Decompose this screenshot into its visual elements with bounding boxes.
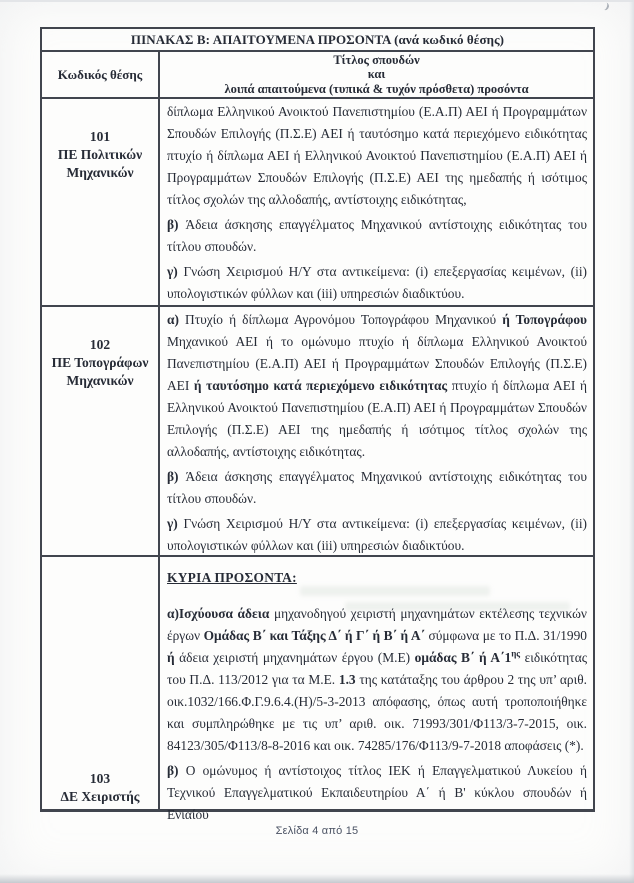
text-run: Πτυχίο ή δίπλωμα Αγρονόμου Τοπογράφου Μηχανικού xyxy=(185,312,503,327)
header-qualifications-line2: και xyxy=(367,67,386,82)
text-run: γ) xyxy=(167,264,184,279)
requirements-cell xyxy=(160,99,593,305)
requirement-paragraph xyxy=(167,760,587,826)
text-run: ή ταυτόσημο κατά περιεχόμενο ειδικότητας xyxy=(193,378,452,393)
requirements-cell xyxy=(160,307,593,555)
text-run: ομάδας Β΄ ή Α΄1 xyxy=(414,650,512,665)
text-run: δίπλωμα Ελληνικού Ανοικτού Πανεπιστημίου (Ε.Α.Π) ΑΕΙ ή Προγραμμάτων Σπουδών Επιλογής (Π.Σ.Ε) ΑΕΙ ή ταυτόσημο κατά περιεχόμενο ειδικότητας πτυχίο ή δίπλωμα ΑΕΙ ή Ελληνικού Ανοικτού Πανεπιστημίου (Ε.Α.Π) ΑΕΙ ή Προγραμμάτων Σπουδών Επιλογής (Π.Σ.Ε) ΑΕΙ της ημεδαπής ή ισότιμος τίτλος σχολών της αλλοδαπής, αντίστοιχης ειδικότητας, xyxy=(167,104,587,207)
qualifications-table xyxy=(40,27,595,822)
text-run: β) xyxy=(167,469,186,484)
text-run: α)Ισχύουσα άδεια xyxy=(167,606,274,621)
text-run: μηχανοδηγού χειριστή μηχανημάτων εκτέλεσης τεχνικών έργων xyxy=(167,606,587,643)
text-run: Γνώση Χειρισμού Η/Υ στα αντικείμενα: (i) επεξεργασίας κειμένων, (ii) υπολογιστικών φύλλων και (iii) υπηρεσιών διαδικτύου. xyxy=(167,264,587,301)
text-run: Άδεια άσκησης επαγγέλματος Μηχανικού αντίστοιχης ειδικότητας του τίτλου σπουδών. xyxy=(167,217,587,254)
position-code: 103 xyxy=(89,771,111,786)
requirement-paragraph xyxy=(167,466,587,510)
table-row-101 xyxy=(42,99,593,307)
text-run: β) xyxy=(167,217,186,232)
scan-edge-right xyxy=(629,0,634,883)
page-number-footer: Σελίδα 4 από 15 xyxy=(275,825,359,837)
text-run: Ο ομώνυμος ή αντίστοιχος τίτλος ΙΕΚ ή Επαγγελματικού Λυκείου ή Τεχνικού Επαγγελματικού Εκπαιδευτηρίου Α΄ ή Β' κύκλου σπουδών ή Ενιαίου xyxy=(167,763,587,822)
scan-pen-mark xyxy=(599,1,610,11)
text-run: Ομάδας Β΄ και Τάξης Δ΄ ή Γ΄ ή Β΄ ή Α΄ xyxy=(203,628,429,643)
position-name-line: Μηχανικών xyxy=(66,165,134,180)
text-run: ειδικότητας του Π.Δ. 113/2012 για τα Μ.Ε. xyxy=(167,650,588,687)
text-run: γ) xyxy=(167,516,184,531)
table-title: ΠΙΝΑΚΑΣ Β: ΑΠΑΙΤΟΥΜΕΝΑ ΠΡΟΣΟΝΤΑ (ανά κωδικό θέσης) xyxy=(42,29,593,52)
text-run: πτυχίο ή δίπλωμα ΑΕΙ ή Ελληνικού Ανοικτού Πανεπιστημίου (Ε.Α.Π) ΑΕΙ ή Προγραμμάτων Σπουδών Επιλογής (Π.Σ.Ε) ΑΕΙ της ημεδαπής ή ισότιμος τίτλος σχολών της αλλοδαπής, αντίστοιχης ειδικότητας. xyxy=(167,378,587,459)
position-name-line: ΔΕ Χειριστής xyxy=(60,789,140,804)
requirement-paragraph xyxy=(167,261,587,305)
requirements-cell xyxy=(160,557,593,822)
text-run: άδεια χειριστή μηχανημάτων έργου (Μ.Ε) xyxy=(179,650,415,665)
requirement-paragraph xyxy=(167,309,587,463)
position-code-cell xyxy=(42,99,160,305)
scan-edge-bottom xyxy=(0,874,634,883)
text-run: σύμφωνα με το Π.Δ. 31/1990 xyxy=(428,628,587,643)
header-qualifications-line3: λοιπά απαιτούμενα (τυπικά & τυχόν πρόσθετα) προσόντα xyxy=(224,81,529,96)
text-run: α) xyxy=(167,312,186,327)
requirement-paragraph xyxy=(167,101,587,211)
scan-edge-top xyxy=(0,0,634,2)
table-row-103 xyxy=(42,557,593,822)
position-name-line: ΠΕ Τοπογράφων xyxy=(51,355,149,370)
requirement-paragraph xyxy=(167,214,587,258)
text-run: Μηχανικού ΑΕΙ ή το ομώνυμο πτυχίο ή δίπλωμα Ελληνικού Ανοικτού Πανεπιστημίου (Ε.Α.Π) ΑΕΙ ή Προγραμμάτων Σπουδών Επιλογής (Π.Σ.Ε) ΑΕΙ xyxy=(167,334,587,393)
position-name-line: ΠΕ Πολιτικών xyxy=(57,147,143,162)
position-code: 102 xyxy=(89,337,111,352)
header-qualifications xyxy=(160,52,593,97)
table-row-102 xyxy=(42,307,593,557)
header-position-code: Κωδικός θέσης xyxy=(42,52,160,97)
text-run-superscript: ης xyxy=(511,648,521,659)
text-run: ή xyxy=(167,650,180,665)
main-qualifications-heading xyxy=(167,567,587,589)
requirement-paragraph xyxy=(167,603,587,757)
table-header-row xyxy=(42,52,593,99)
position-code-cell xyxy=(42,307,160,555)
requirement-paragraph xyxy=(167,513,587,557)
text-run: 1.3 xyxy=(338,672,360,687)
text-run: Άδεια άσκησης επαγγέλματος Μηχανικού αντίστοιχης ειδικότητας του τίτλου σπουδών. xyxy=(167,469,587,506)
text-run: ΚΥΡΙΑ ΠΡΟΣΟΝΤΑ: xyxy=(167,570,297,585)
position-name-line: Μηχανικών xyxy=(66,373,134,388)
header-qualifications-line1: Τίτλος σπουδών xyxy=(333,52,420,67)
text-run: της κατάταξης του άρθρου 2 της υπ’ αριθ. οικ.1032/166.Φ.Γ.9.6.4.(Η)/5-3-2013 απόφασης, όπως αυτή τροποποιήθηκε και συμπληρώθηκε με τις υπ’ αριθ. οικ. 71993/301/Φ113/3-7-2015, οικ. 84123/305/Φ113/8-8-2016 και οικ. 74285/176/Φ113/9-7-2018 αποφάσεις (*). xyxy=(167,672,587,753)
text-run: Γνώση Χειρισμού Η/Υ στα αντικείμενα: (i) επεξεργασίας κειμένων, (ii) υπολογιστικών φύλλων και (iii) υπηρεσιών διαδικτύου. xyxy=(167,516,587,553)
position-code-cell xyxy=(42,557,160,809)
text-run: β) xyxy=(167,763,186,778)
text-run: ή Τοπογράφου xyxy=(502,312,588,327)
position-code: 101 xyxy=(89,129,111,144)
